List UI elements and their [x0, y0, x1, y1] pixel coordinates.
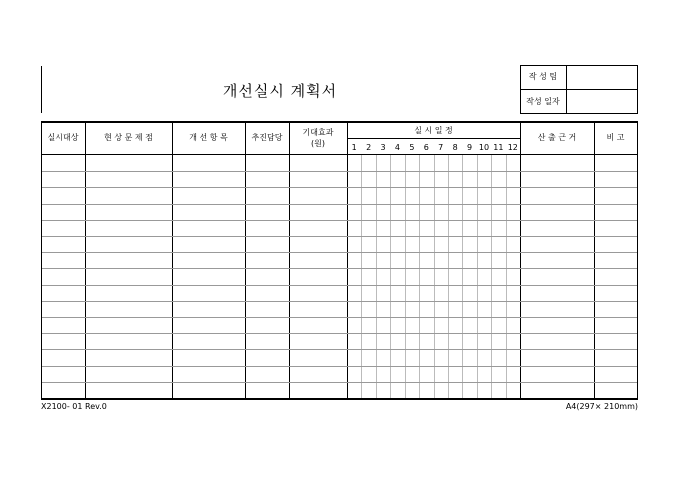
month-label: 9: [466, 143, 473, 152]
table-row-divider: [42, 252, 637, 253]
month-divider: [376, 155, 377, 398]
table-row-divider: [42, 333, 637, 334]
table-row-divider: [42, 220, 637, 221]
col-effect-header-line1: 기대효과: [302, 128, 334, 137]
month-divider: [477, 155, 478, 398]
col-effect-header-line2: (원): [311, 139, 325, 148]
month-divider: [462, 155, 463, 398]
approval-date-value[interactable]: [567, 90, 637, 113]
month-divider: [419, 155, 420, 398]
col-target-header: 실시대상: [47, 133, 79, 142]
table-row-divider: [42, 187, 637, 188]
month-divider: [506, 155, 507, 398]
table-row-divider: [42, 236, 637, 237]
col-basis-header: 산 출 근 거: [537, 133, 577, 142]
col-owner-header: 추진담당: [251, 133, 283, 142]
month-label: 5: [409, 143, 415, 152]
table-row-divider: [42, 204, 637, 205]
table-row-divider: [42, 171, 637, 172]
col-improvement-header: 개 선 항 목: [189, 133, 228, 142]
document-title: 개선실시 계획서: [222, 82, 338, 100]
month-label: 3: [380, 143, 386, 152]
table-row-divider: [42, 349, 637, 350]
form-code: X2100- 01 Rev.0: [41, 402, 107, 411]
table-row-divider: [42, 382, 637, 383]
col-problem-header: 현 상 문 제 점: [104, 133, 153, 142]
header-left-border: [41, 66, 42, 113]
month-divider: [405, 155, 406, 398]
month-label: 4: [394, 143, 400, 152]
month-label: 2: [366, 143, 372, 152]
table-row-divider: [42, 285, 637, 286]
col-remarks-header: 비 고: [606, 133, 625, 142]
approval-team-label: 작 성 팀: [528, 72, 558, 81]
month-divider: [491, 155, 492, 398]
col-schedule-header: 실 시 일 정: [414, 126, 453, 135]
table-row-divider: [42, 268, 637, 269]
approval-date-label: 작성 일자: [526, 97, 560, 106]
month-label: 8: [452, 143, 458, 152]
approval-team-value[interactable]: [567, 66, 637, 89]
table-row-divider: [42, 301, 637, 302]
month-divider: [361, 155, 362, 398]
month-label: 10: [478, 143, 490, 152]
month-label: 1: [351, 143, 357, 152]
month-label: 7: [438, 143, 444, 152]
month-label: 12: [507, 143, 518, 152]
month-label: 11: [493, 143, 504, 152]
month-label: 6: [423, 143, 429, 152]
month-divider: [390, 155, 391, 398]
table-row-divider: [42, 366, 637, 367]
month-divider: [448, 155, 449, 398]
month-divider: [434, 155, 435, 398]
paper-size: A4(297× 210mm): [565, 402, 638, 411]
table-row-divider: [42, 317, 637, 318]
